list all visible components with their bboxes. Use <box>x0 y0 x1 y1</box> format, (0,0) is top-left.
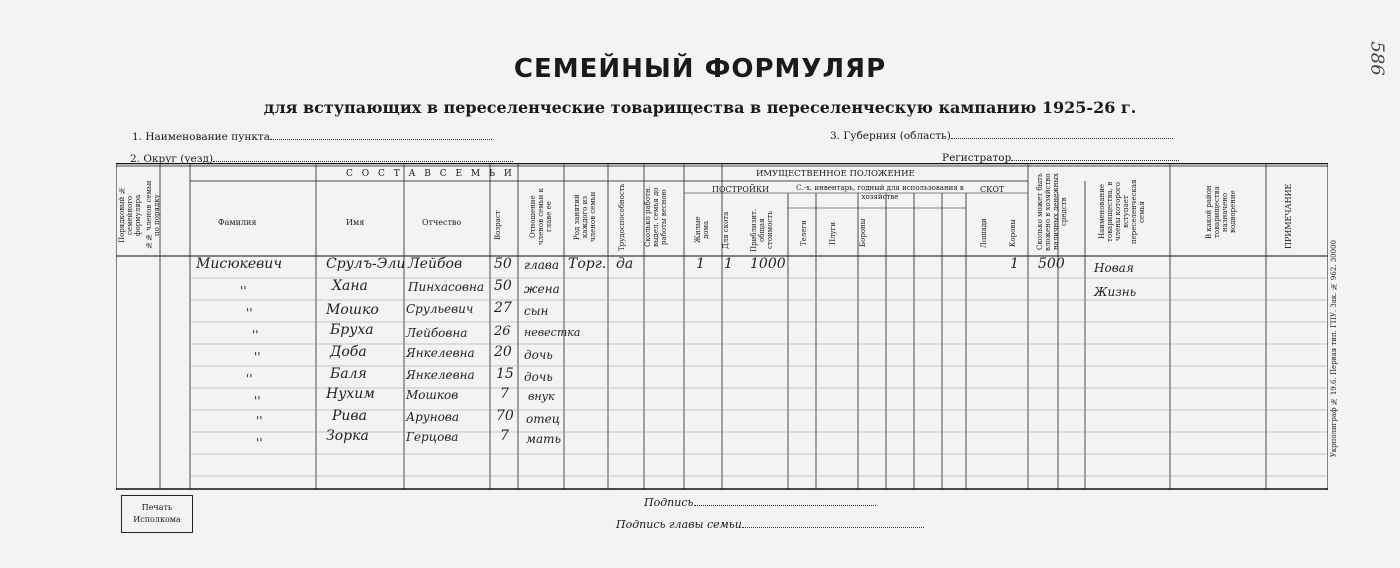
row-5-patronymic: Янкелевна <box>406 346 475 360</box>
form-title: СЕМЕЙНЫЙ ФОРМУЛЯР <box>513 54 887 84</box>
header-ploughs: Плуги <box>829 221 837 245</box>
field-province-label: 3. Губерния (область) <box>830 130 951 142</box>
group-livestock: СКОТ <box>980 185 1005 194</box>
group-buildings: ПОСТРОЙКИ <box>712 185 770 194</box>
stamp-line-1: Печать <box>141 503 173 512</box>
header-ordinal: Порядковый № семейного формуляра <box>118 186 142 244</box>
row-6-age: 15 <box>496 366 514 382</box>
row-7-age: 7 <box>500 386 509 402</box>
row-4-age: 26 <box>494 324 511 339</box>
header-region: В какой район товарищества назначено водворение <box>1205 185 1237 239</box>
row-1-partnership: Новая Жизнь <box>1094 261 1137 299</box>
row-9-name: Зорка <box>326 428 369 444</box>
row-9-patronymic: Герцова <box>406 430 459 444</box>
row-1-cows: 1 <box>1010 256 1019 272</box>
row-3-age: 27 <box>494 300 512 316</box>
field-registrar-label: Регистратор <box>942 152 1012 164</box>
header-note: ПРИМЕЧАНИЕ <box>1284 183 1293 249</box>
stamp-line-2: Исполкома <box>133 515 181 524</box>
row-7-relation: внук <box>528 390 555 403</box>
row-6-surname: '' <box>246 372 253 386</box>
signature-line <box>644 496 876 509</box>
row-1-surname: Мисюкевич <box>196 256 283 272</box>
header-workers: Сколько работн. выдел. семья до работы весною <box>644 186 668 248</box>
field-province <box>830 129 1173 142</box>
header-money: Сколько может быть вложено в хозяйство наличных денежных средств <box>1036 173 1068 251</box>
header-harrows: Бороны <box>859 218 867 248</box>
header-value: Приблизит. общая стоимость <box>750 208 774 252</box>
header-age: Возраст <box>494 210 502 240</box>
signature-label: Подпись <box>644 496 694 509</box>
printer-imprint: Укрполиграф № 19.6. Первая тип. ГПУ. Зак. № 962. 30000 <box>1330 240 1338 458</box>
signature-head-label: Подпись главы семьи <box>616 518 742 531</box>
header-occupation: Род занятий каждого из членов семьи <box>573 191 597 243</box>
section-family: С О С Т А В С Е М Ь И <box>346 169 515 179</box>
group-inventory: С.-х. инвентарь, годный для использования в хозяйстве <box>796 184 964 201</box>
field-district-label: 2. Округ (уезд) <box>130 153 214 165</box>
row-7-patronymic: Мошков <box>406 388 459 402</box>
row-5-surname: '' <box>254 350 261 364</box>
stamp-box <box>121 495 193 533</box>
row-2-age: 50 <box>494 278 512 294</box>
row-1-relation: глава <box>524 258 559 272</box>
row-3-patronymic: Срульевич <box>406 302 474 316</box>
row-5-age: 20 <box>494 344 512 360</box>
row-3-name: Мошко <box>326 302 379 318</box>
row-2-surname: '' <box>240 284 247 298</box>
row-7-surname: '' <box>254 394 261 408</box>
row-1-money: 500 <box>1038 256 1065 272</box>
row-1-ability: да <box>616 256 634 272</box>
header-house: Жилые дома <box>694 216 710 244</box>
row-3-relation: сын <box>524 304 549 318</box>
row-4-relation: невестка <box>524 326 581 339</box>
field-point-label: 1. Наименование пункта <box>132 131 270 143</box>
page-number: 586 <box>1366 41 1388 76</box>
row-1-name: Срулъ-Эли <box>326 256 406 272</box>
row-9-relation: мать <box>526 432 562 446</box>
row-1-age: 50 <box>494 256 512 272</box>
row-1-shed: 1 <box>724 256 733 272</box>
row-7-name: Нухим <box>326 386 375 402</box>
row-3-surname: '' <box>246 306 253 320</box>
row-6-name: Баля <box>330 366 367 382</box>
header-relation: Отношение членов семьи к главе ее <box>529 188 553 246</box>
header-cows: Коровы <box>1009 219 1017 247</box>
header-horses: Лошади <box>980 218 988 248</box>
row-9-age: 7 <box>500 428 509 444</box>
header-cattle-shed: Для скота <box>722 211 730 249</box>
row-2-relation: жена <box>524 282 560 296</box>
section-property: ИМУЩЕСТВЕННОЕ ПОЛОЖЕНИЕ <box>756 169 915 179</box>
header-partnership: Наименование товарищества, в члены которого вступает переселенческая семья <box>1098 179 1146 245</box>
row-8-age: 70 <box>496 408 514 424</box>
row-9-surname: '' <box>256 436 263 450</box>
header-patronymic: Отчество <box>422 218 462 227</box>
row-5-relation: дочь <box>524 348 553 362</box>
row-6-relation: дочь <box>524 370 553 384</box>
row-4-patronymic: Лейбовна <box>406 326 468 340</box>
row-8-patronymic: Арунова <box>406 410 459 424</box>
header-ability: Трудоспособность <box>618 183 626 251</box>
signature-head-line <box>616 518 924 531</box>
row-4-name: Бруха <box>330 322 374 338</box>
row-1-house: 1 <box>696 256 705 272</box>
header-name: Имя <box>346 218 365 227</box>
row-5-name: Доба <box>330 344 367 360</box>
row-4-surname: '' <box>252 328 259 342</box>
form-subtitle: для вступающих в переселенческие товарищества в переселенческую кампанию 1925-26 г. <box>263 98 1137 117</box>
row-8-name: Рива <box>332 408 367 424</box>
row-1-occupation: Торг. <box>568 256 607 272</box>
header-carts: Телеги <box>800 220 808 246</box>
row-8-surname: '' <box>256 414 263 428</box>
row-2-patronymic: Пинхасовна <box>408 280 485 294</box>
row-8-relation: отец <box>526 412 561 426</box>
row-6-patronymic: Янкелевна <box>406 368 475 382</box>
header-member-no: №№ членов семьи по порядку <box>145 180 161 250</box>
row-1-value: 1000 <box>750 256 786 272</box>
row-2-name: Хана <box>332 278 368 294</box>
field-point <box>132 130 492 143</box>
row-1-patronymic: Лейбов <box>408 256 463 272</box>
header-surname: Фамилия <box>218 218 257 227</box>
